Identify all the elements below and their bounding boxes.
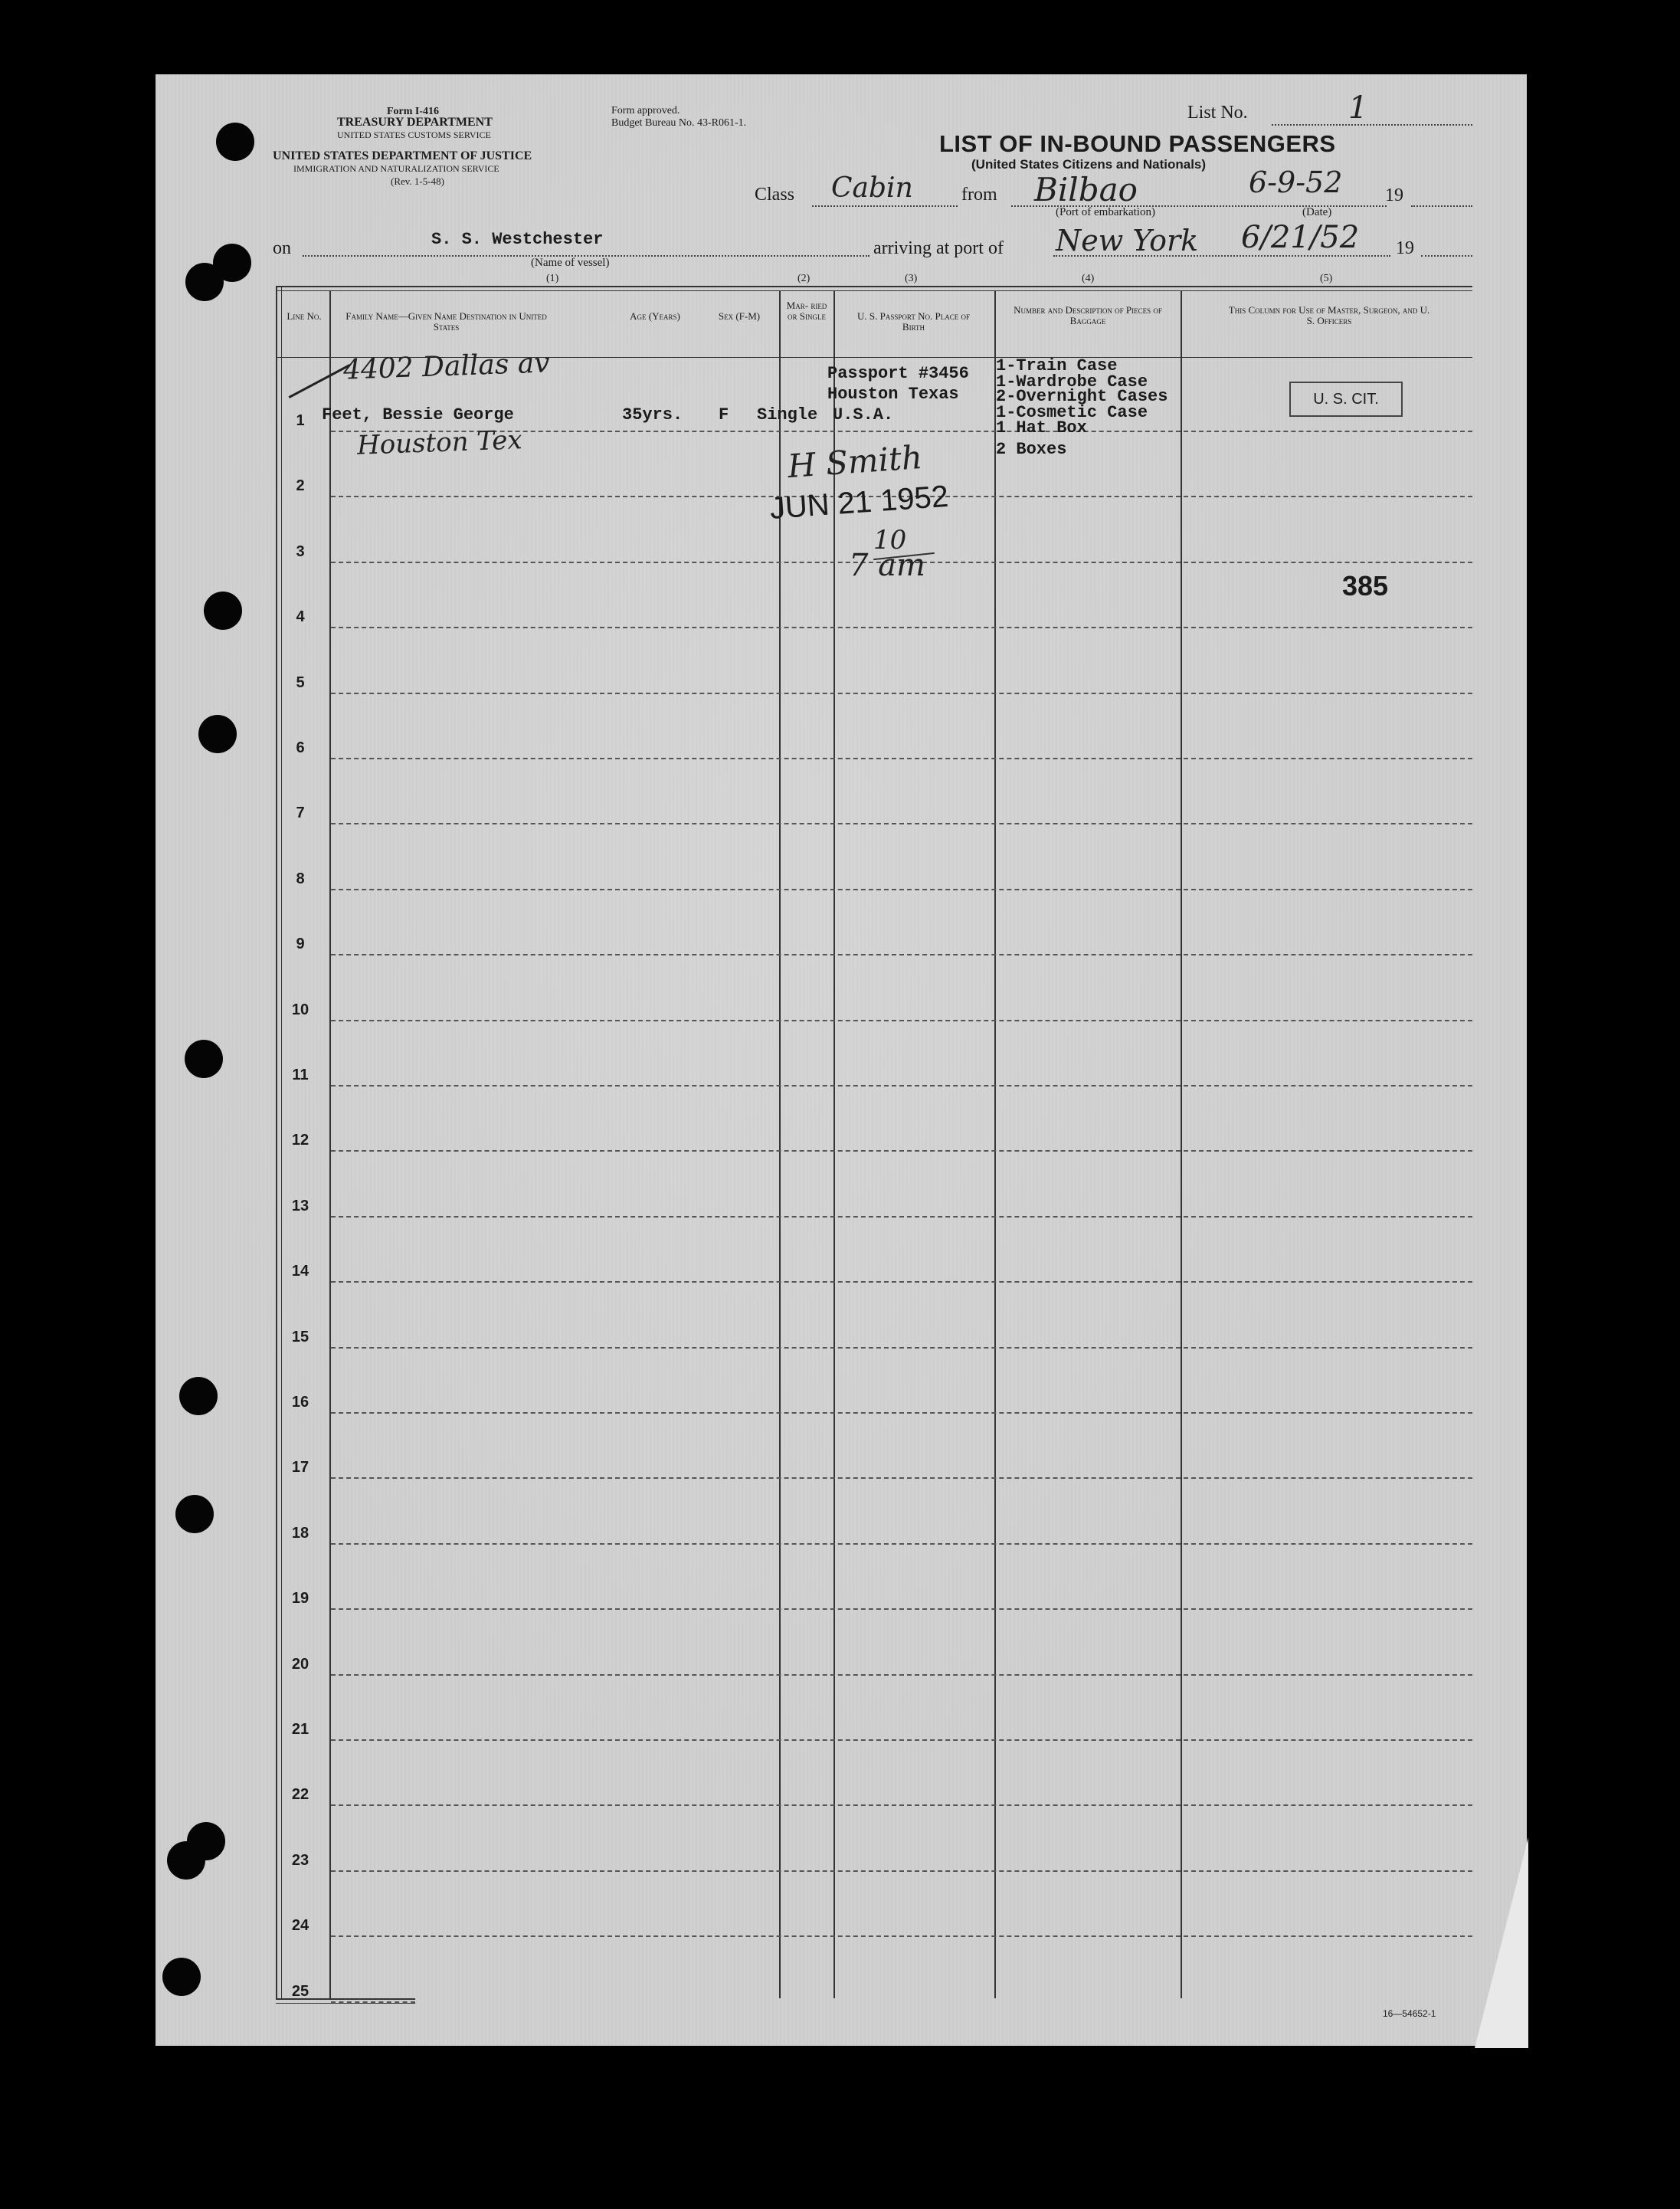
row-line	[331, 758, 1472, 759]
row-line	[331, 1216, 1472, 1218]
line-number: 13	[291, 1198, 309, 1214]
budget-bureau: Budget Bureau No. 43-R061-1.	[611, 117, 747, 129]
vessel-caption: (Name of vessel)	[531, 257, 610, 269]
line-number: 8	[296, 870, 305, 887]
class-value: Cabin	[831, 172, 913, 204]
entry-baggage-3: 2-Overnight Cases	[996, 387, 1168, 406]
binder-hole-4	[204, 592, 242, 630]
count-note-bottom: 7 am	[849, 548, 925, 583]
row-line	[331, 1674, 1472, 1676]
line-number: 9	[296, 936, 305, 952]
row-line	[331, 2001, 415, 2003]
row-line	[331, 1870, 1472, 1872]
divider-baggage-officers	[1181, 291, 1182, 1998]
entry-name: Feet, Bessie George	[322, 405, 514, 424]
binder-hole-3	[185, 263, 224, 301]
table-bottom-border-2	[276, 2003, 415, 2004]
line-number: 22	[291, 1786, 309, 1803]
justice-dept: UNITED STATES DEPARTMENT OF JUSTICE	[273, 149, 532, 162]
class-line	[812, 205, 958, 207]
row-line	[331, 889, 1472, 890]
header-baggage: Number and Description of Pieces of Baggage	[1014, 304, 1162, 326]
header-sex: Sex (F-M)	[718, 310, 761, 322]
entry-baggage-6: 2 Boxes	[996, 440, 1067, 459]
entry-birth-city: Houston Texas	[827, 385, 959, 404]
entry-city: Houston Tex	[356, 424, 523, 461]
entry-baggage-1: 1-Train Case	[996, 356, 1118, 375]
table-top-border	[276, 286, 1472, 287]
binder-hole-1	[216, 123, 254, 161]
port-embark-caption: (Port of embarkation)	[1056, 206, 1155, 218]
row-line	[331, 1020, 1472, 1021]
line-number: 17	[291, 1459, 309, 1476]
header-passport: U. S. Passport No. Place of Birth	[857, 310, 970, 333]
arrival-year-suffix: 19	[1396, 238, 1414, 258]
count-note-top: 10	[873, 525, 907, 556]
col-num-4: (4)	[1082, 273, 1095, 284]
col-num-5: (5)	[1320, 273, 1333, 284]
row-line	[331, 1150, 1472, 1152]
header-name: Family Name—Given Name Destination in United States	[345, 310, 547, 333]
officer-number: 385	[1342, 570, 1389, 601]
line-number: 10	[291, 1001, 309, 1018]
row-line	[331, 954, 1472, 955]
row-line	[331, 627, 1472, 628]
entry-passport: Passport #3456	[827, 364, 969, 383]
header-age: Age (Years)	[630, 310, 680, 322]
list-no-value: 1	[1348, 90, 1368, 126]
line-number: 12	[291, 1132, 309, 1149]
us-citizen-stamp: U. S. CIT.	[1289, 382, 1403, 417]
line-number: 2	[296, 477, 305, 494]
line-number: 21	[291, 1721, 309, 1738]
col-num-1: (1)	[546, 273, 559, 284]
row-line	[331, 1347, 1472, 1349]
row-line	[331, 1608, 1472, 1610]
line-number: 18	[291, 1525, 309, 1542]
from-label: from	[961, 185, 997, 205]
header-line-no: Line No.	[287, 310, 322, 322]
line-number: 15	[291, 1329, 309, 1345]
divider-name-marital	[779, 291, 781, 1998]
row-line	[331, 1739, 1472, 1741]
form-approved: Form approved.	[611, 105, 680, 116]
line-number: 4	[296, 608, 305, 625]
folded-corner	[1475, 1837, 1528, 2048]
row-line	[331, 1477, 1472, 1479]
divider-line-name	[329, 291, 331, 1998]
arrival-port: New York	[1056, 224, 1199, 257]
col-num-2: (2)	[797, 273, 811, 284]
line-number: 19	[291, 1590, 309, 1607]
row-line	[331, 1412, 1472, 1414]
table-left-border-2	[281, 287, 282, 2000]
form-code: 16—54652-1	[1383, 2008, 1436, 2019]
row-line	[331, 1085, 1472, 1086]
form-revision: (Rev. 1-5-48)	[391, 175, 444, 187]
table-top-border-2	[276, 290, 1472, 291]
from-date: 6-9-52	[1249, 166, 1343, 199]
binder-hole-11	[162, 1958, 201, 1996]
on-label: on	[273, 238, 291, 258]
table-left-border	[276, 287, 277, 2000]
line-number: 7	[296, 805, 305, 821]
from-year-suffix: 19	[1385, 185, 1403, 205]
header-officers: This Column for Use of Master, Surgeon, and U. S. Officers	[1228, 304, 1430, 326]
row-line	[331, 1935, 1472, 1937]
vessel-name: S. S. Westchester	[431, 230, 604, 249]
entry-baggage-4: 1-Cosmetic Case	[996, 403, 1148, 422]
header-marital: Mar- ried or Single	[786, 300, 827, 322]
entry-address: 4402 Dallas av	[342, 347, 551, 386]
row-line	[331, 1281, 1472, 1283]
row-line	[331, 823, 1472, 824]
line-number: 1	[296, 412, 305, 429]
line-number: 11	[292, 1067, 309, 1083]
line-number: 16	[291, 1394, 309, 1411]
treasury-dept: TREASURY DEPARTMENT	[337, 116, 493, 129]
divider-passport-baggage	[994, 291, 996, 1998]
row-line	[331, 693, 1472, 694]
row-line	[331, 1804, 1472, 1806]
arrival-year-line	[1421, 255, 1472, 257]
arriving-label: arriving at port of	[873, 238, 1004, 258]
entry-baggage-2: 1-Wardrobe Case	[996, 372, 1148, 392]
date-caption: (Date)	[1302, 206, 1332, 218]
binder-hole-8	[175, 1495, 214, 1533]
divider-marital-passport	[833, 291, 835, 1998]
list-no-label: List No.	[1187, 103, 1248, 123]
arrival-date: 6/21/52	[1241, 220, 1360, 255]
from-year-line	[1411, 205, 1472, 207]
binder-hole-5	[198, 715, 237, 753]
row-line	[331, 1543, 1472, 1545]
binder-hole-6	[185, 1040, 223, 1078]
class-label: Class	[755, 185, 795, 205]
list-no-line	[1272, 124, 1472, 126]
ins-service: IMMIGRATION AND NATURALIZATION SERVICE	[293, 163, 499, 174]
entry-marital: Single	[757, 405, 818, 424]
line-number: 5	[296, 674, 305, 691]
entry-baggage-5: 1 Hat Box	[996, 418, 1087, 438]
line-number: 25	[291, 1983, 309, 2000]
form-title: LIST OF IN-BOUND PASSENGERS	[939, 130, 1336, 157]
inspector-signature: H Smith	[786, 438, 924, 486]
binder-hole-10	[167, 1841, 205, 1880]
col-num-3: (3)	[905, 273, 918, 284]
line-number: 6	[296, 739, 305, 756]
line-number: 20	[291, 1656, 309, 1673]
from-port: Bilbao	[1034, 171, 1138, 208]
line-number: 24	[291, 1917, 309, 1934]
form-number: Form I-416	[387, 106, 440, 117]
entry-birth-country: U.S.A.	[833, 405, 894, 424]
entry-sex: F	[719, 405, 729, 424]
line-number: 14	[291, 1263, 309, 1280]
form-subtitle: (United States Citizens and Nationals)	[971, 157, 1207, 172]
binder-hole-7	[179, 1377, 218, 1415]
line-number: 23	[291, 1852, 309, 1869]
entry-age: 35yrs.	[622, 405, 683, 424]
inspection-date-stamp: JUN 21 1952	[768, 479, 950, 526]
customs-service: UNITED STATES CUSTOMS SERVICE	[337, 129, 491, 140]
line-number: 3	[296, 543, 305, 560]
